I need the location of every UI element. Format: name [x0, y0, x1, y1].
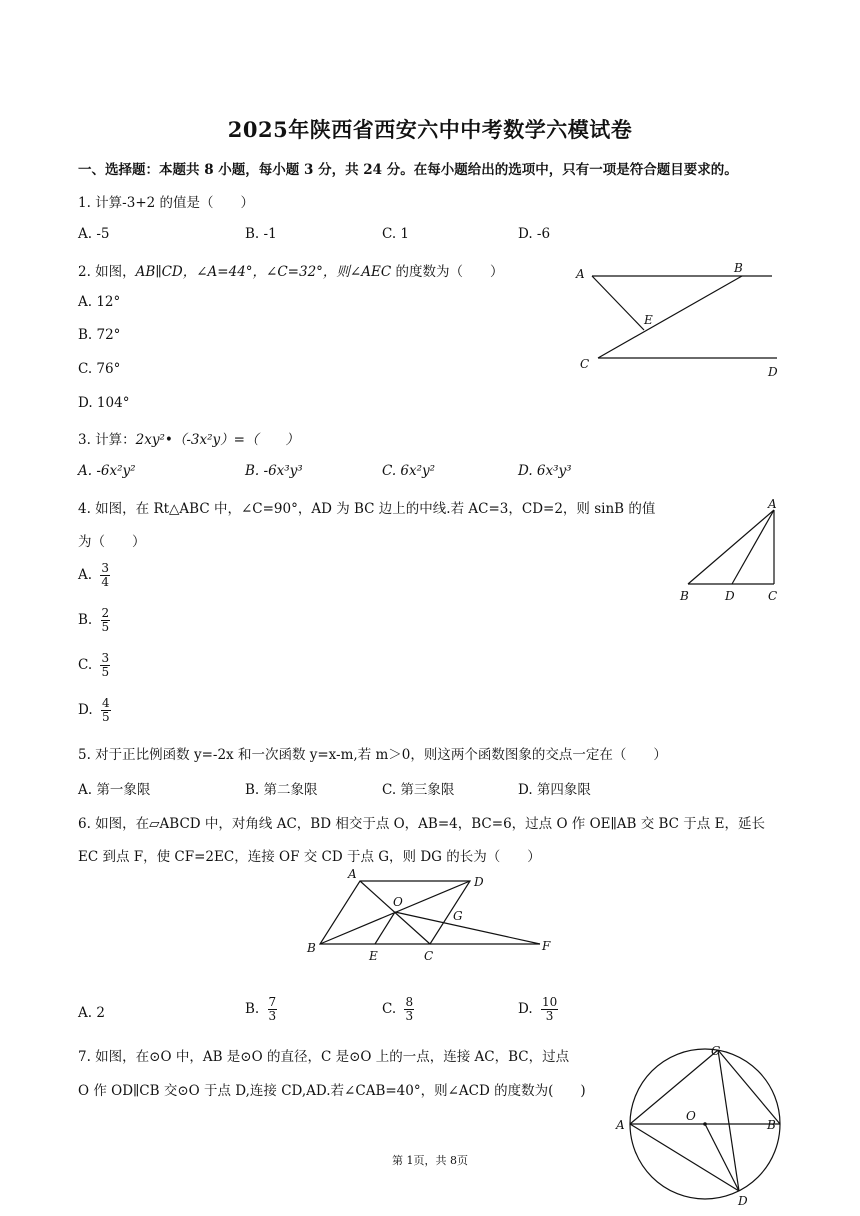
line-ab	[688, 510, 774, 584]
q3-option-d: D. 6x³y³	[518, 463, 572, 479]
q3-stem-pre: 3. 计算：	[78, 432, 136, 448]
label-a: A	[576, 267, 585, 281]
label-b: B	[307, 941, 316, 955]
label-a: A	[348, 867, 357, 881]
line-of	[395, 912, 540, 944]
q3-option-b: B. -6x³y³	[245, 463, 303, 479]
label-d: D	[725, 589, 735, 603]
q6-stem-line1: 6. 如图，在▱ABCD 中，对角线 AC，BD 相交于点 O，AB=4，BC=6，过点 O 作 OE∥AB 交 BC 于点 E，延长	[78, 816, 765, 832]
label-e: E	[644, 313, 653, 327]
label-b: B	[734, 261, 743, 275]
center-point	[703, 1122, 707, 1126]
label-d: D	[474, 875, 484, 889]
q5-stem: 5. 对于正比例函数 y=-2x 和一次函数 y=x-m,若 m＞0，则这两个函数图象的交点一定在（ ）	[78, 747, 667, 763]
label-o: O	[393, 895, 403, 909]
fraction: $\frac{2}{5}$	[101, 606, 110, 634]
fraction: $\frac{8}{3}$	[405, 995, 414, 1023]
q4-stem-line1: 4. 如图，在 Rt△ABC 中，∠C=90°，AD 为 BC 边上的中线.若 AC=3，CD=2，则 sinB 的值	[78, 501, 656, 517]
q2-stem-post: 的度数为（ ）	[391, 264, 504, 280]
q5-option-a: A. 第一象限	[78, 782, 151, 798]
q2-option-c: C. 76°	[78, 361, 121, 377]
label-g: G	[453, 909, 463, 923]
q2-stem-pre: 2. 如图，	[78, 264, 136, 280]
fraction: $\frac{7}{3}$	[268, 995, 277, 1023]
q6-figure	[300, 864, 560, 969]
q1-stem: 1. 计算-3+2 的值是（ ）	[78, 195, 255, 211]
label-d: D	[768, 365, 778, 379]
q2-option-a: A. 12°	[78, 294, 121, 310]
line-ac	[630, 1050, 718, 1124]
q2-option-b: B. 72°	[78, 327, 121, 343]
fraction: $\frac{10}{3}$	[541, 995, 558, 1023]
label-a: A	[616, 1118, 625, 1132]
page-footer: 第 1页，共 8页	[392, 1154, 468, 1167]
line-ad	[732, 510, 774, 584]
q2-figure	[572, 258, 787, 383]
label-b: B	[767, 1118, 776, 1132]
label-d: D	[738, 1194, 748, 1208]
q4-option-c: C. $\frac{3}{5}$	[78, 651, 110, 679]
q4-option-d: D. $\frac{4}{5}$	[78, 696, 110, 724]
q4-stem-line2: 为（ ）	[78, 534, 146, 550]
label-c: C	[711, 1044, 721, 1058]
q6-stem-line2: EC 到点 F，使 CF=2EC，连接 OF 交 CD 于点 G，则 DG 的长为（ ）	[78, 849, 541, 865]
q4-option-a: A. $\frac{3}{4}$	[78, 561, 109, 589]
label-e: E	[369, 949, 378, 963]
q5-option-c: C. 第三象限	[382, 782, 455, 798]
q3-stem	[78, 428, 299, 448]
label-a: A	[768, 497, 777, 511]
label-o: O	[686, 1109, 696, 1123]
label-f: F	[542, 939, 551, 953]
fraction: $\frac{3}{4}$	[101, 561, 109, 589]
fraction: $\frac{3}{5}$	[101, 651, 110, 679]
q6-option-a: A. 2	[78, 1005, 105, 1021]
q7-figure	[612, 1042, 792, 1212]
q6-option-d: D. $\frac{10}{3}$	[518, 995, 558, 1023]
line-ae	[592, 276, 644, 330]
fraction: $\frac{4}{5}$	[101, 696, 110, 724]
label-b: B	[680, 589, 689, 603]
q1-option-a: A. -5	[78, 226, 110, 242]
q1-option-d: D. -6	[518, 226, 551, 242]
q4-figure	[672, 496, 792, 608]
q4-option-b: B. $\frac{2}{5}$	[78, 606, 110, 634]
line-cb	[598, 276, 742, 358]
q2-option-d: D. 104°	[78, 395, 130, 411]
label-c: C	[424, 949, 434, 963]
page-title: 2025年陕西省西安六中中考数学六模试卷	[227, 117, 633, 142]
q6-option-b: B. $\frac{7}{3}$	[245, 995, 277, 1023]
q1-option-c: C. 1	[382, 226, 410, 242]
q2-stem	[78, 260, 503, 280]
q5-option-d: D. 第四象限	[518, 782, 591, 798]
section-heading: 一、选择题：本题共 8 小题，每小题 3 分，共 24 分。在每小题给出的选项中，只有一项是符合题目要求的。	[78, 162, 738, 178]
label-c: C	[580, 357, 590, 371]
q1-option-b: B. -1	[245, 226, 277, 242]
q6-option-c: C. $\frac{8}{3}$	[382, 995, 414, 1023]
q3-option-a: A. -6x²y²	[78, 463, 136, 479]
q5-option-b: B. 第二象限	[245, 782, 318, 798]
q3-stem-expr: 2xy²•（-3x²y）=（ ）	[135, 432, 299, 448]
q2-stem-math: AB∥CD，∠A=44°，∠C=32°，则∠AEC	[135, 264, 392, 280]
q3-option-c: C. 6x²y²	[382, 463, 436, 479]
q7-stem-line1: 7. 如图，在⊙O 中，AB 是⊙O 的直径，C 是⊙O 上的一点，连接 AC，BC，过点	[78, 1049, 570, 1065]
q7-stem-line2: O 作 OD∥CB 交⊙O 于点 D,连接 CD,AD.若∠CAB=40°，则∠ACD 的度数为( )	[78, 1083, 586, 1099]
label-c: C	[768, 589, 778, 603]
